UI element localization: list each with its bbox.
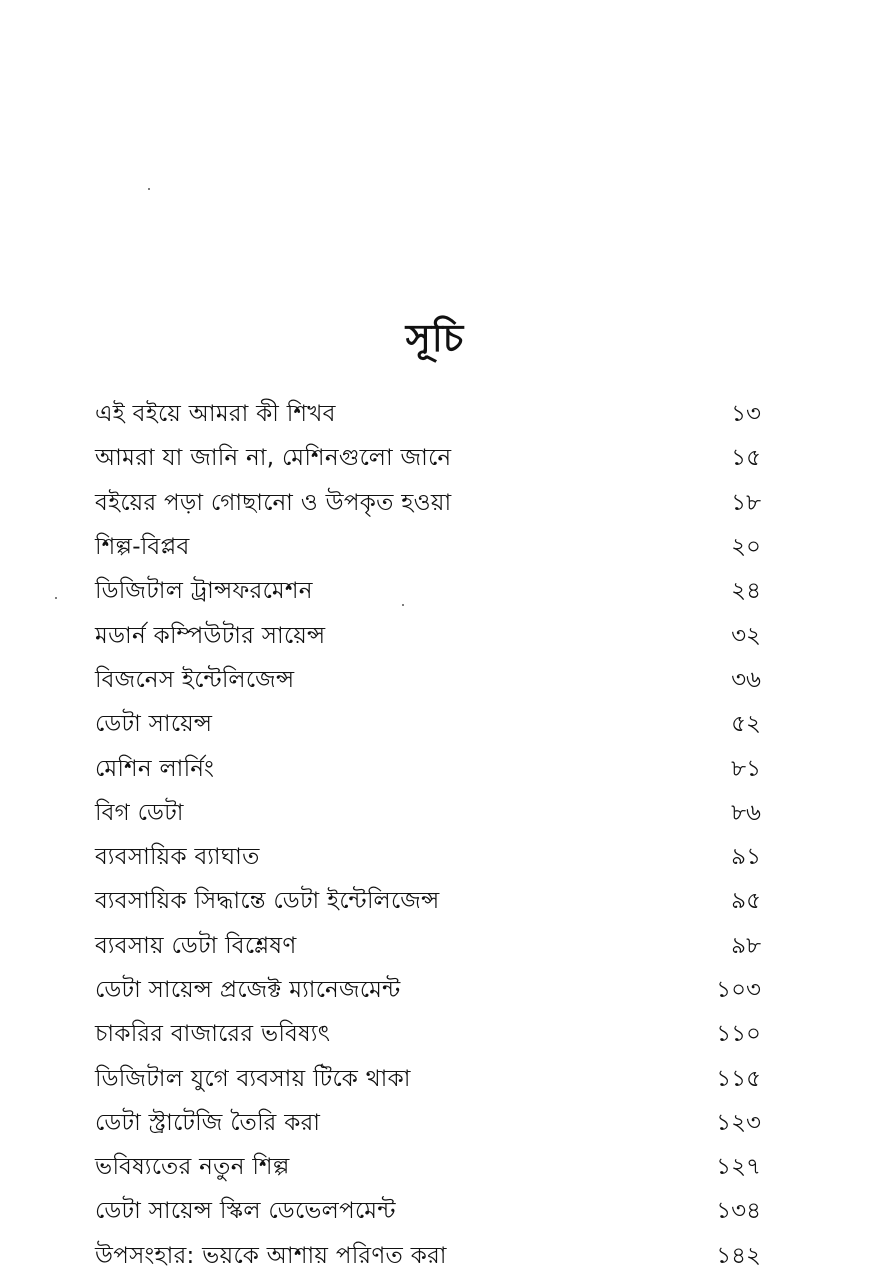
toc-entry-title: শিল্প-বিপ্লব [95,534,190,561]
toc-entry-title: ব্যবসায় ডেটা বিশ্লেষণ [95,932,297,959]
toc-entry-page-number: ১৩৪ [716,1198,761,1225]
toc-entry [95,392,761,436]
toc-entry-page-number: ৩৬ [731,666,761,693]
toc-entry [95,791,761,835]
toc-entry-title: ডেটা সায়েন্স [95,711,213,738]
toc-entry-page-number: ৮১ [731,755,761,782]
table-of-contents [95,392,761,1278]
toc-entry-page-number: ৯১ [731,844,761,871]
toc-entry-page-number: ১৫ [731,445,761,472]
toc-entry-title: বিজনেস ইন্টেলিজেন্স [95,666,295,693]
print-speck [148,188,150,190]
toc-entry [95,1012,761,1056]
toc-entry-title: আমরা যা জানি না, মেশিনগুলো জানে [95,445,452,472]
toc-entry-title: ডেটা সায়েন্স স্কিল ডেভেলপমেন্ট [95,1198,396,1225]
toc-entry [95,525,761,569]
toc-entry-title: বিগ ডেটা [95,799,184,826]
toc-entry-title: ডেটা স্ট্রাটেজি তৈরি করা [95,1109,321,1136]
toc-entry-page-number: ৫২ [731,711,761,738]
toc-entry-page-number: ১৩ [731,401,761,428]
toc-entry [95,879,761,923]
toc-entry-title: এই বইয়ে আমরা কী শিখব [95,401,336,428]
toc-entry-title: চাকরির বাজারের ভবিষ্যৎ [95,1021,331,1048]
toc-entry-page-number: ২০ [731,534,761,561]
toc-entry [95,658,761,702]
toc-entry-page-number: ২৪ [731,578,761,605]
toc-entry [95,746,761,790]
toc-entry [95,1101,761,1145]
toc-entry [95,1145,761,1189]
toc-entry-page-number: ৯৮ [731,932,761,959]
toc-entry-page-number: ১১০ [716,1021,761,1048]
toc-entry-title: ডেটা সায়েন্স প্রজেক্ট ম্যানেজমেন্ট [95,977,401,1003]
toc-entry [95,924,761,968]
toc-entry [95,835,761,879]
toc-entry [95,569,761,613]
toc-entry-title: ব্যবসায়িক ব্যাঘাত [95,844,260,871]
toc-entry [95,968,761,1012]
toc-entry-title: ডিজিটাল যুগে ব্যবসায় টিকে থাকা [95,1065,411,1092]
print-speck [55,597,57,599]
toc-entry-title: মডার্ন কম্পিউটার সায়েন্স [95,622,326,649]
toc-heading: সূচি [405,316,465,360]
toc-entry-page-number: ১৮ [731,489,761,516]
toc-entry-page-number: ৩২ [731,622,761,649]
toc-entry [95,481,761,525]
toc-entry [95,613,761,657]
toc-entry-title: উপসংহার: ভয়কে আশায় পরিণত করা [95,1242,447,1269]
toc-entry-title: ভবিষ্যতের নতুন শিল্প [95,1154,290,1181]
toc-entry-page-number: ৯৫ [731,888,761,915]
toc-entry-page-number: ১০৩ [716,977,761,1003]
toc-entry-title: ব্যবসায়িক সিদ্ধান্তে ডেটা ইন্টেলিজেন্স [95,888,440,915]
toc-entry [95,1189,761,1233]
toc-entry [95,1234,761,1278]
toc-entry [95,1056,761,1100]
toc-entry-page-number: ১৪২ [716,1242,761,1269]
toc-entry-page-number: ১১৫ [716,1065,761,1092]
toc-entry-title: মেশিন লার্নিং [95,755,215,782]
toc-entry-page-number: ১২৩ [716,1109,761,1136]
toc-entry [95,436,761,480]
toc-entry-title: ডিজিটাল ট্রান্সফরমেশন [95,578,313,605]
toc-entry-title: বইয়ের পড়া গোছানো ও উপকৃত হওয়া [95,489,452,516]
toc-entry-page-number: ৮৬ [731,799,761,826]
toc-entry [95,702,761,746]
toc-entry-page-number: ১২৭ [716,1154,761,1181]
